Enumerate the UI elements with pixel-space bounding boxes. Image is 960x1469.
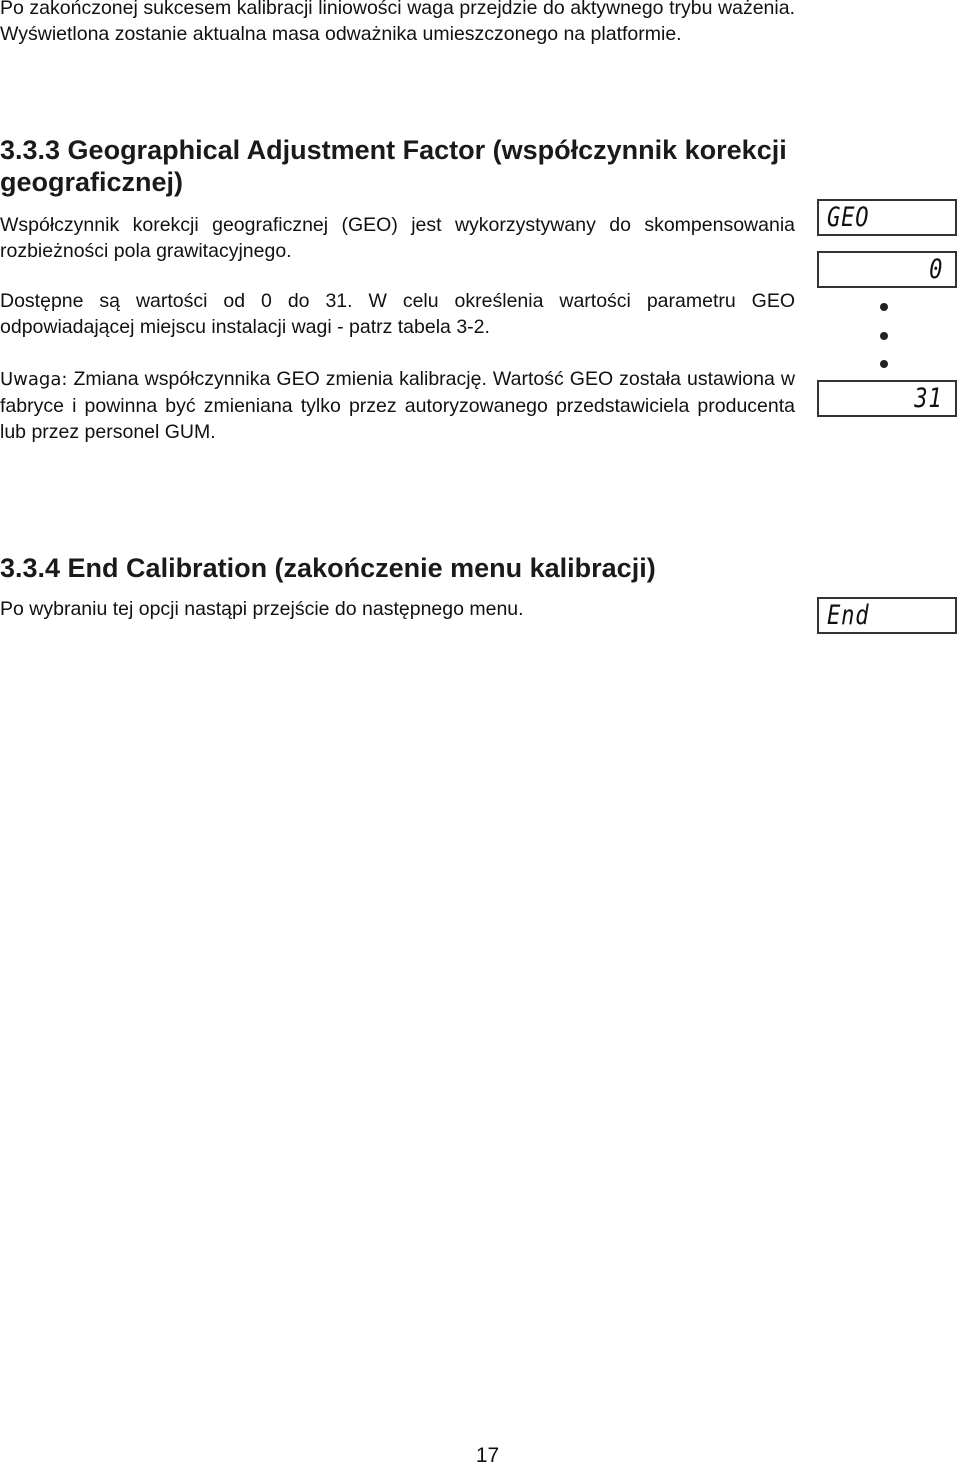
lcd-display-geo xyxy=(817,199,957,236)
lcd-max-value-text: 31 xyxy=(914,383,943,414)
intro-paragraph: Po zakończonej sukcesem kalibracji liniowości waga przejdzie do aktywnego trybu ważenia. Wyświetlona zostanie aktualna masa odważnika umieszczonego na platformie. xyxy=(0,0,795,45)
note-text: Zmiana współczynnika GEO zmienia kalibrację. Wartość GEO została ustawiona w fabryce i powinna być zmieniana tylko przez autoryzowanego przedstawiciela producenta lub przez personel GUM. xyxy=(0,368,795,443)
lcd-end-text: End xyxy=(827,600,870,631)
ellipsis-dot xyxy=(880,332,888,340)
lcd-min-value-text: 0 xyxy=(928,254,943,285)
geo-note-paragraph xyxy=(0,366,795,445)
geo-range-paragraph: Dostępne są wartości od 0 do 31. W celu określenia wartości parametru GEO odpowiadającej miejscu instalacji wagi - patrz tabela 3-2. xyxy=(0,290,795,338)
lcd-geo-text: GEO xyxy=(827,202,870,233)
page-number: 17 xyxy=(475,1444,500,1467)
lcd-display-min-value xyxy=(817,251,957,288)
section-334-heading: 3.3.4 End Calibration (zakończenie menu kalibracji) xyxy=(0,553,656,583)
section-333-heading: 3.3.3 Geographical Adjustment Factor (współczynnik korekcji geograficznej) xyxy=(0,135,787,197)
ellipsis-dot xyxy=(880,303,888,311)
note-label: Uwaga: xyxy=(0,369,68,390)
lcd-display-max-value xyxy=(817,380,957,417)
geo-description-paragraph: Współczynnik korekcji geograficznej (GEO) jest wykorzystywany do skompensowania rozbieżności pola grawitacyjnego. xyxy=(0,214,795,262)
end-calibration-paragraph: Po wybraniu tej opcji nastąpi przejście do następnego menu. xyxy=(0,598,524,620)
ellipsis-dot xyxy=(880,360,888,368)
lcd-display-end xyxy=(817,597,957,634)
